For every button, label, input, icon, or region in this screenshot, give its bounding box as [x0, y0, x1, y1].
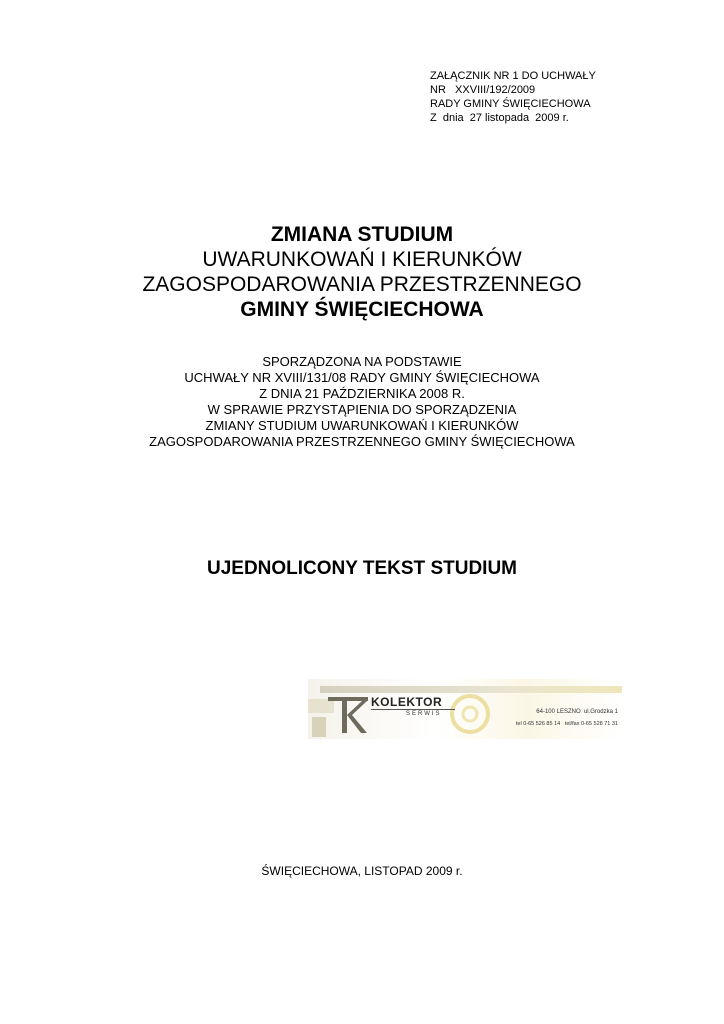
title-line: UWARUNKOWAŃ I KIERUNKÓW [202, 248, 522, 271]
basis-line: W SPRAWIE PRZYSTĄPIENIA DO SPORZĄDZENIA [207, 402, 517, 417]
title-line: ZAGOSPODAROWANIA PRZESTRZENNEGO [142, 273, 582, 296]
basis-line: ZAGOSPODAROWANIA PRZESTRZENNEGO GMINY ŚWIĘCIECHOWA [149, 434, 575, 449]
attachment-line: RADY GMINY ŚWIĘCIECHOWA [430, 98, 591, 110]
logo-name: KOLEKTOR [371, 695, 443, 709]
basis-line: Z DNIA 21 PAŹDZIERNIKA 2008 R. [259, 386, 465, 401]
attachment-line: Z dnia 27 listopada 2009 r. [430, 112, 569, 124]
basis-line: ZMIANY STUDIUM UWARUNKOWAŃ I KIERUNKÓW [205, 418, 519, 433]
basis-line: SPORZĄDZONA NA PODSTAWIE [262, 354, 462, 369]
gear-icon [440, 689, 500, 739]
attachment-note [430, 69, 596, 125]
logo-subtitle: SERWIS [406, 711, 442, 717]
basis-line: UCHWAŁY NR XVIII/131/08 RADY GMINY ŚWIĘCIECHOWA [184, 370, 540, 385]
title-line: GMINY ŚWIĘCIECHOWA [240, 298, 484, 321]
title-line: ZMIANA STUDIUM [270, 223, 454, 246]
logo-phones: tel 0-65 526 85 14 tel/fax 0-65 528 71 31 [515, 721, 618, 727]
legal-basis [0, 354, 724, 450]
place-date-footer: ŚWIĘCIECHOWA, LISTOPAD 2009 r. [261, 864, 463, 878]
document-title [0, 222, 724, 322]
unified-text-heading: UJEDNOLICONY TEKST STUDIUM [206, 558, 517, 579]
logo-address: 64-100 LESZNO ul.Grodzka 1 [536, 709, 618, 715]
logo-mark-icon [328, 693, 368, 735]
attachment-line: NR XXVIII/192/2009 [430, 84, 536, 96]
attachment-line: ZAŁĄCZNIK NR 1 DO UCHWAŁY [430, 70, 596, 82]
company-logo [308, 679, 622, 739]
logo-divider [371, 709, 455, 710]
logo-decoration [312, 717, 326, 737]
